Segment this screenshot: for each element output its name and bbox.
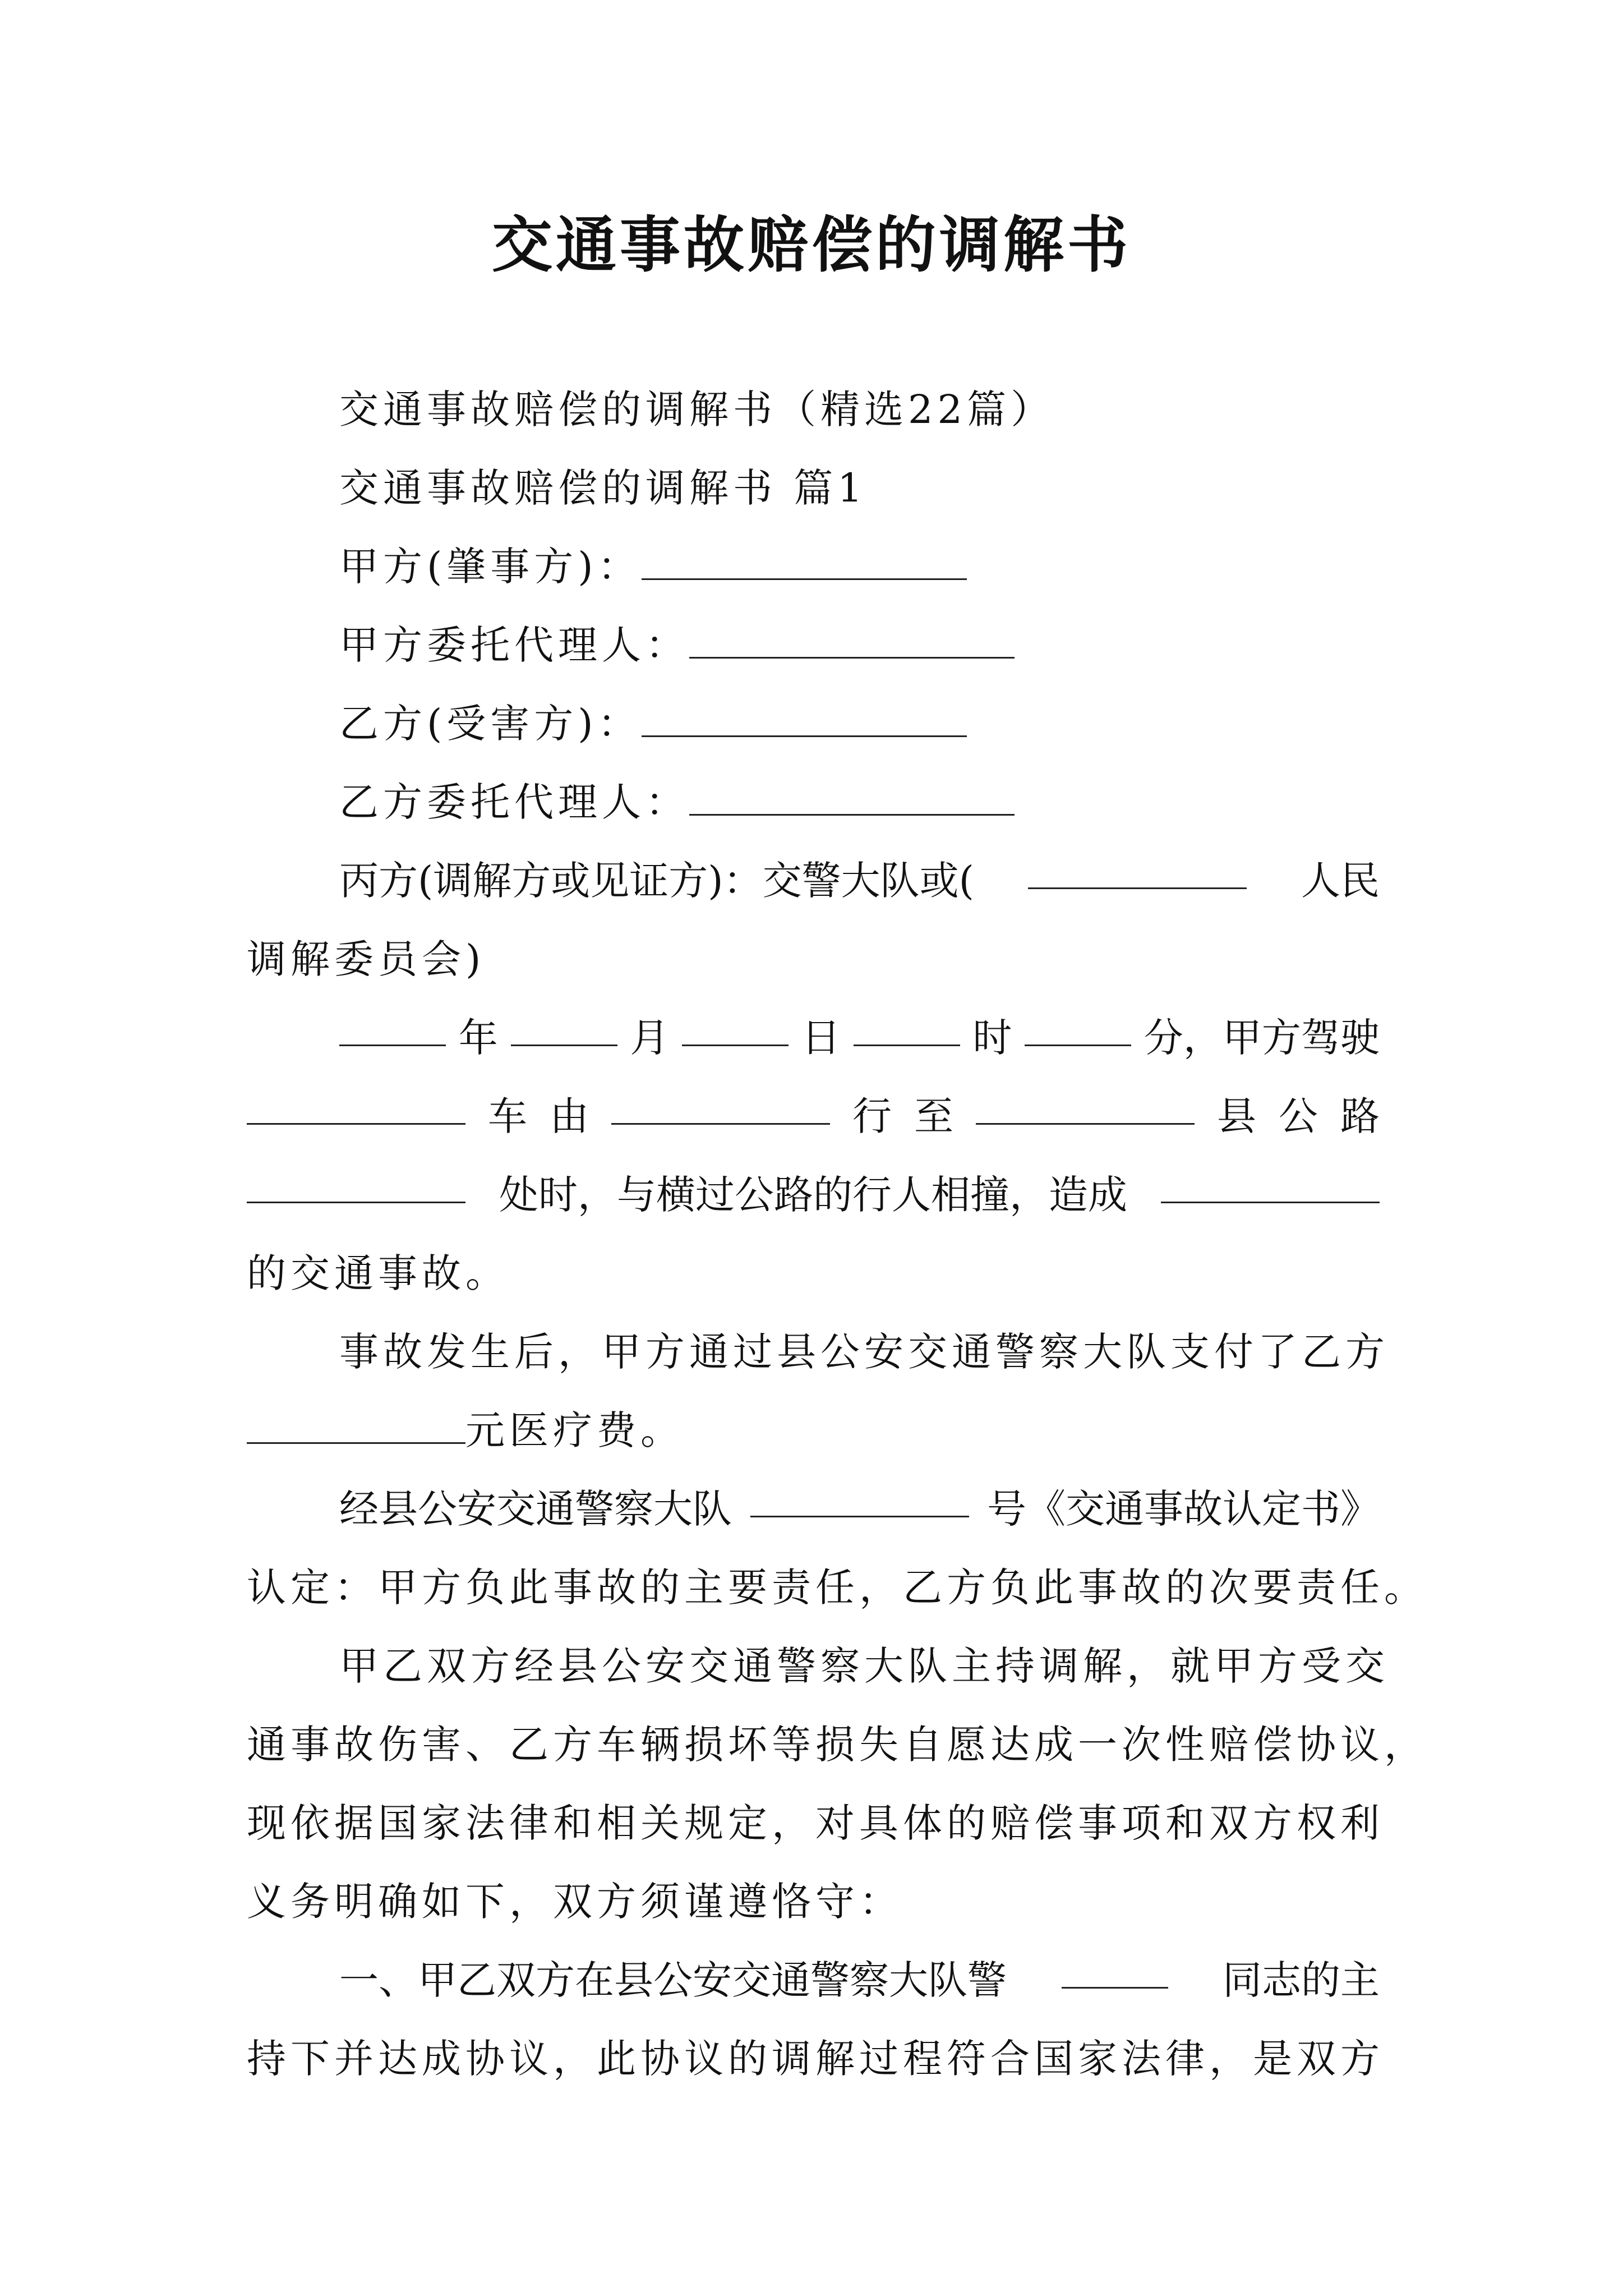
origin-blank — [611, 1088, 830, 1125]
medical-fee-blank — [247, 1407, 465, 1444]
medical-fee-line — [247, 1402, 1380, 1458]
collision-line — [247, 1167, 1380, 1223]
party-c-label: 丙方(调解方或见证方)：交警大队或( — [339, 858, 974, 904]
route-word: 公 — [1279, 1093, 1318, 1139]
location-blank — [247, 1167, 465, 1203]
date-line — [339, 1010, 1380, 1066]
party-b-agent-label: 乙方委托代理人： — [339, 779, 689, 825]
year-label: 年 — [458, 1015, 498, 1061]
paragraph-text: 认定：甲方负此事故的主要责任，乙方负此事故的次要责任。 — [247, 1565, 1428, 1611]
section-heading — [339, 460, 1380, 516]
certificate-line — [339, 1481, 1380, 1537]
vehicle-blank — [247, 1088, 465, 1125]
paragraph-text: 事故发生后，甲方通过县公安交通警察大队支付了乙方 — [339, 1329, 1389, 1375]
day-label: 日 — [801, 1015, 841, 1061]
paragraph-line — [247, 1874, 1380, 1930]
paragraph-text: 的交通事故。 — [247, 1250, 509, 1296]
party-b-blank — [642, 701, 967, 737]
month-label: 月 — [630, 1015, 670, 1061]
party-b-label: 乙方(受害方)： — [339, 701, 642, 747]
party-b-line — [339, 696, 1380, 752]
paragraph-text: 现依据国家法律和相关规定，对具体的赔偿事项和双方权利 — [247, 1800, 1384, 1846]
paragraph-line — [247, 1717, 1428, 1773]
certificate-text: 经县公安交通警察大队 — [339, 1486, 732, 1532]
hour-blank — [854, 1010, 960, 1046]
party-a-agent-line — [339, 617, 1380, 673]
route-word: 路 — [1340, 1093, 1380, 1139]
day-blank — [682, 1010, 789, 1046]
route-word: 车 — [488, 1093, 527, 1139]
minute-label: 分，甲方驾驶 — [1144, 1015, 1380, 1061]
subtitle-line — [339, 381, 1380, 438]
paragraph-text: 甲乙双方经县公安交通警察大队主持调解，就甲方受交 — [339, 1643, 1389, 1689]
paragraph-line — [247, 1795, 1384, 1851]
destination-blank — [976, 1088, 1195, 1125]
officer-name-blank — [1062, 1952, 1168, 1989]
paragraph-line — [247, 1559, 1428, 1616]
party-c-tail: 人民 — [1301, 858, 1380, 904]
paragraph-text: 持下并达成协议，此协议的调解过程符合国家法律，是双方 — [247, 2036, 1384, 2082]
route-word: 行 — [852, 1093, 892, 1139]
party-a-blank — [642, 544, 967, 580]
section-heading-text: 交通事故赔偿的调解书 篇1 — [339, 465, 867, 511]
route-word: 至 — [914, 1093, 953, 1139]
month-blank — [511, 1010, 617, 1046]
party-a-agent-label: 甲方委托代理人： — [339, 622, 689, 668]
medical-fee-text: 元医疗费。 — [465, 1407, 684, 1453]
paragraph-line — [247, 2031, 1384, 2087]
paragraph-line — [247, 931, 1380, 987]
clause-one-tail: 同志的主 — [1223, 1957, 1380, 2003]
clause-one-line — [339, 1952, 1380, 2008]
subtitle-text: 交通事故赔偿的调解书（精选22篇） — [339, 386, 1055, 432]
paragraph-line — [247, 1245, 1380, 1301]
minute-blank — [1025, 1010, 1131, 1046]
party-b-agent-blank — [689, 779, 1015, 816]
paragraph-line — [339, 1638, 1389, 1694]
clause-one-text: 一、甲乙双方在县公安交通警察大队警 — [339, 1957, 1007, 2003]
route-line — [247, 1088, 1380, 1144]
paragraph-text: 调解委员会) — [247, 936, 486, 982]
result-blank — [1161, 1167, 1380, 1203]
party-a-line — [339, 539, 1380, 595]
party-a-agent-blank — [689, 622, 1015, 659]
party-a-label: 甲方(肇事方)： — [339, 544, 642, 590]
paragraph-text: 通事故伤害、乙方车辆损坏等损失自愿达成一次性赔偿协议， — [247, 1722, 1428, 1768]
party-c-blank — [1028, 853, 1247, 889]
document-title: 交通事故赔偿的调解书 — [491, 210, 1131, 280]
party-b-agent-line — [339, 774, 1380, 830]
certificate-title: 号《交通事故认定书》 — [987, 1486, 1380, 1532]
collision-text: 处时，与横过公路的行人相撞，造成 — [499, 1172, 1127, 1218]
paragraph-text: 义务明确如下，双方须谨遵恪守： — [247, 1879, 903, 1925]
paragraph-line — [339, 1324, 1389, 1380]
route-word: 由 — [550, 1093, 589, 1139]
year-blank — [339, 1010, 446, 1046]
route-word: 县 — [1217, 1093, 1256, 1139]
hour-label: 时 — [972, 1015, 1012, 1061]
certificate-number-blank — [750, 1481, 969, 1517]
party-c-line — [339, 853, 1380, 909]
